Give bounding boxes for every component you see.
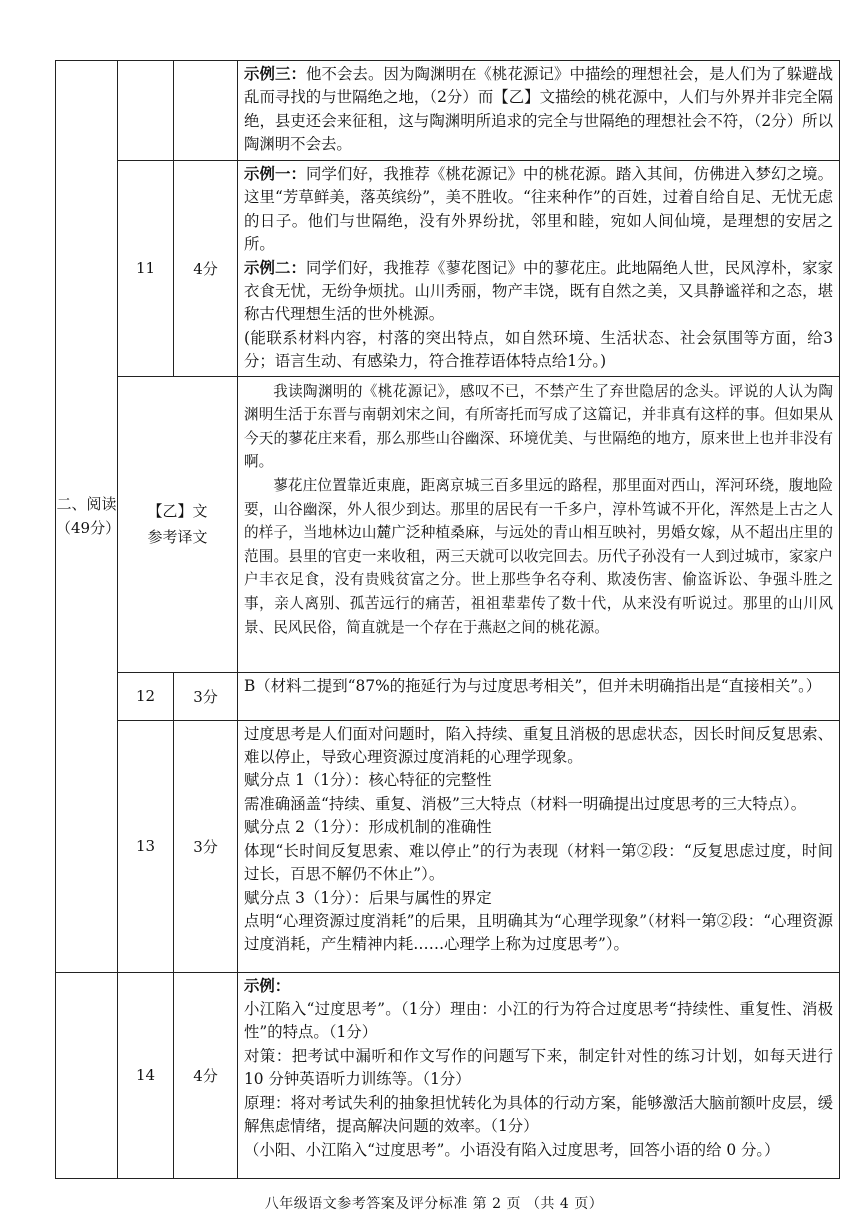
translation-text [238, 376, 840, 672]
score-cell-empty [174, 61, 238, 161]
scoring-note: (能联系材料内容，村落的突出特点，如自然环境、生活状态、社会氛围等方面，给3分；语言生动、有感染力，符合推荐语体特点给1分。) [244, 328, 833, 371]
translation-paragraph: 我读陶渊明的《桃花源记》，感叹不已，不禁产生了弃世隐居的念头。评说的人认为陶渊明生活于东晋与南朝刘宋之间，有所寄托而写成了这篇记，并非真有这样的事。但如果从今天的蓼花庄来看，那么那些山谷幽深、环境优美、与世隔绝的地方，原来世上也并非没有啊。 [244, 382, 833, 471]
example-lead: 示例三： [244, 65, 307, 83]
question-number: 13 [118, 720, 174, 972]
question-score: 4分 [174, 972, 238, 1178]
q12-answer [238, 672, 840, 720]
q11-answer [238, 161, 840, 377]
answer-line: 赋分点 1（1分）：核心特征的完整性 [244, 771, 492, 790]
example-text: 他不会去。因为陶渊明在《桃花源记》中描绘的理想社会，是人们为了躲避战乱而寻找的与世隔绝之地，（2分）而【乙】文描绘的桃花源中，人们与外界并非完全隔绝，县吏还会来征租，这与陶渊明所追求的完全与世隔绝的理想社会不符，（2分）所以陶渊明不会去。 [244, 65, 833, 154]
example-two-lead: 示例二： [244, 258, 307, 277]
answer-line: 赋分点 3（1分）：后果与属性的界定 [244, 888, 492, 907]
translation-paragraph: 蓼花庄位置靠近東鹿，距离京城三百多里远的路程，那里面对西山，浑河环绕，腹地险要，山谷幽深，外人很少到达。那里的居民有一千多户，淳朴笃诚不开化，浑然是上古之人的样子，当地林边山麓广泛种植桑麻，与远处的青山相互映衬，男婚女嫁，从不超出庄里的范围。县里的官吏一来收租，两三天就可以收完回去。历代子孙没有一人到过城市，家家户户丰衣足食，没有贵贱贫富之分。世上那些争名夺利、欺凌伤害、偷盗诉讼、争强斗胜之事，亲人离别、孤苦远行的痛苦，祖祖辈辈传了数十代，从来没有听说过。那里的山川风景、民风民俗，简直就是一个存在于燕赵之间的桃花源。 [244, 477, 833, 636]
answer-line: 小江陷入“过度思考”。（1分）理由：小江的行为符合过度思考“持续性、重复性、消极性”的特点。（1分） [244, 1000, 833, 1042]
section-label-cell [56, 61, 121, 973]
table-row [56, 61, 840, 161]
question-score: 3分 [174, 720, 238, 972]
section-cell-empty [56, 972, 118, 1178]
section-label: 二、阅读（49分） [56, 495, 121, 538]
question-score: 4分 [174, 161, 238, 377]
answer-sheet [55, 60, 839, 1179]
translation-label-line2: 参考译文 [147, 528, 208, 547]
question-score: 3分 [174, 672, 238, 720]
q13-answer [238, 720, 840, 972]
table-row [56, 161, 840, 377]
translation-label-cell [118, 376, 238, 672]
table-row [56, 720, 840, 972]
answer-line: 对策：把考试中漏听和作文写作的问题写下来，制定针对性的练习计划，如每天进行 10 分钟英语听力训练等。（1分） [244, 1046, 833, 1089]
example-lead: 示例： [244, 976, 291, 995]
translation-label-line1: 【乙】文 [147, 502, 208, 521]
answer-table [55, 60, 840, 1179]
example-one-lead: 示例一： [244, 165, 307, 183]
answer-line: 体现“长时间反复思索、难以停止”的行为表现（材料一第②段：“反复思虑过度，时间过长，百思不解仍不休止”）。 [244, 841, 833, 884]
example-two-text: 同学们好，我推荐《蓼花图记》中的蓼花庄。此地隔绝人世，民风淳朴，家家衣食无忧，无纷争烦扰。山川秀丽，物产丰饶，既有自然之美，又具静谧祥和之态，堪称古代理想生活的世外桃源。 [244, 258, 833, 324]
table-row [56, 376, 840, 672]
table-row [56, 972, 840, 1178]
question-number: 14 [118, 972, 174, 1178]
question-number: 11 [118, 161, 174, 377]
answer-line: 过度思考是人们面对问题时，陷入持续、重复且消极的思虑状态，因长时间反复思索、难以停止，导致心理资源过度消耗的心理学现象。 [244, 724, 833, 767]
q10-example-three [238, 61, 840, 161]
example-one-text: 同学们好，我推荐《桃花源记》中的桃花源。踏入其间，仿佛进入梦幻之境。这里“芳草鲜美，落英缤纷”，美不胜收。“往来种作”的百姓，过着自给自足、无忧无虑的日子。他们与世隔绝，没有外界纷扰，邻里和睦，宛如人间仙境，是理想的安居之所。 [244, 165, 833, 254]
answer-line: 原理：将对考试失利的抽象担忧转化为具体的行动方案，能够激活大脑前额叶皮层，缓解焦虑情绪，提高解决问题的效率。（1分） [244, 1093, 833, 1136]
answer-line: 需准确涵盖“持续、重复、消极”三大特点（材料一明确提出过度思考的三大特点）。 [244, 794, 807, 813]
answer-line: 点明“心理资源过度消耗”的后果，且明确其为“心理学现象”（材料一第②段：“心理资源过度消耗，产生精神内耗……心理学上称为过度思考”）。 [244, 911, 833, 954]
answer-line: 赋分点 2（1分）：形成机制的准确性 [244, 818, 492, 837]
number-cell-empty [118, 61, 174, 161]
page-footer: 八年级语文参考答案及评分标准 第 2 页 （共 4 页） [264, 1196, 604, 1212]
question-number: 12 [118, 672, 174, 720]
answer-line: （小阳、小江陷入“过度思考”。小语没有陷入过度思考，回答小语的给 0 分。） [244, 1140, 780, 1159]
table-row [56, 672, 840, 720]
q14-answer [238, 972, 840, 1178]
answer-text: B（材料二提到“87%的拖延行为与过度思考相关”，但并未明确指出是“直接相关”。） [244, 676, 822, 695]
